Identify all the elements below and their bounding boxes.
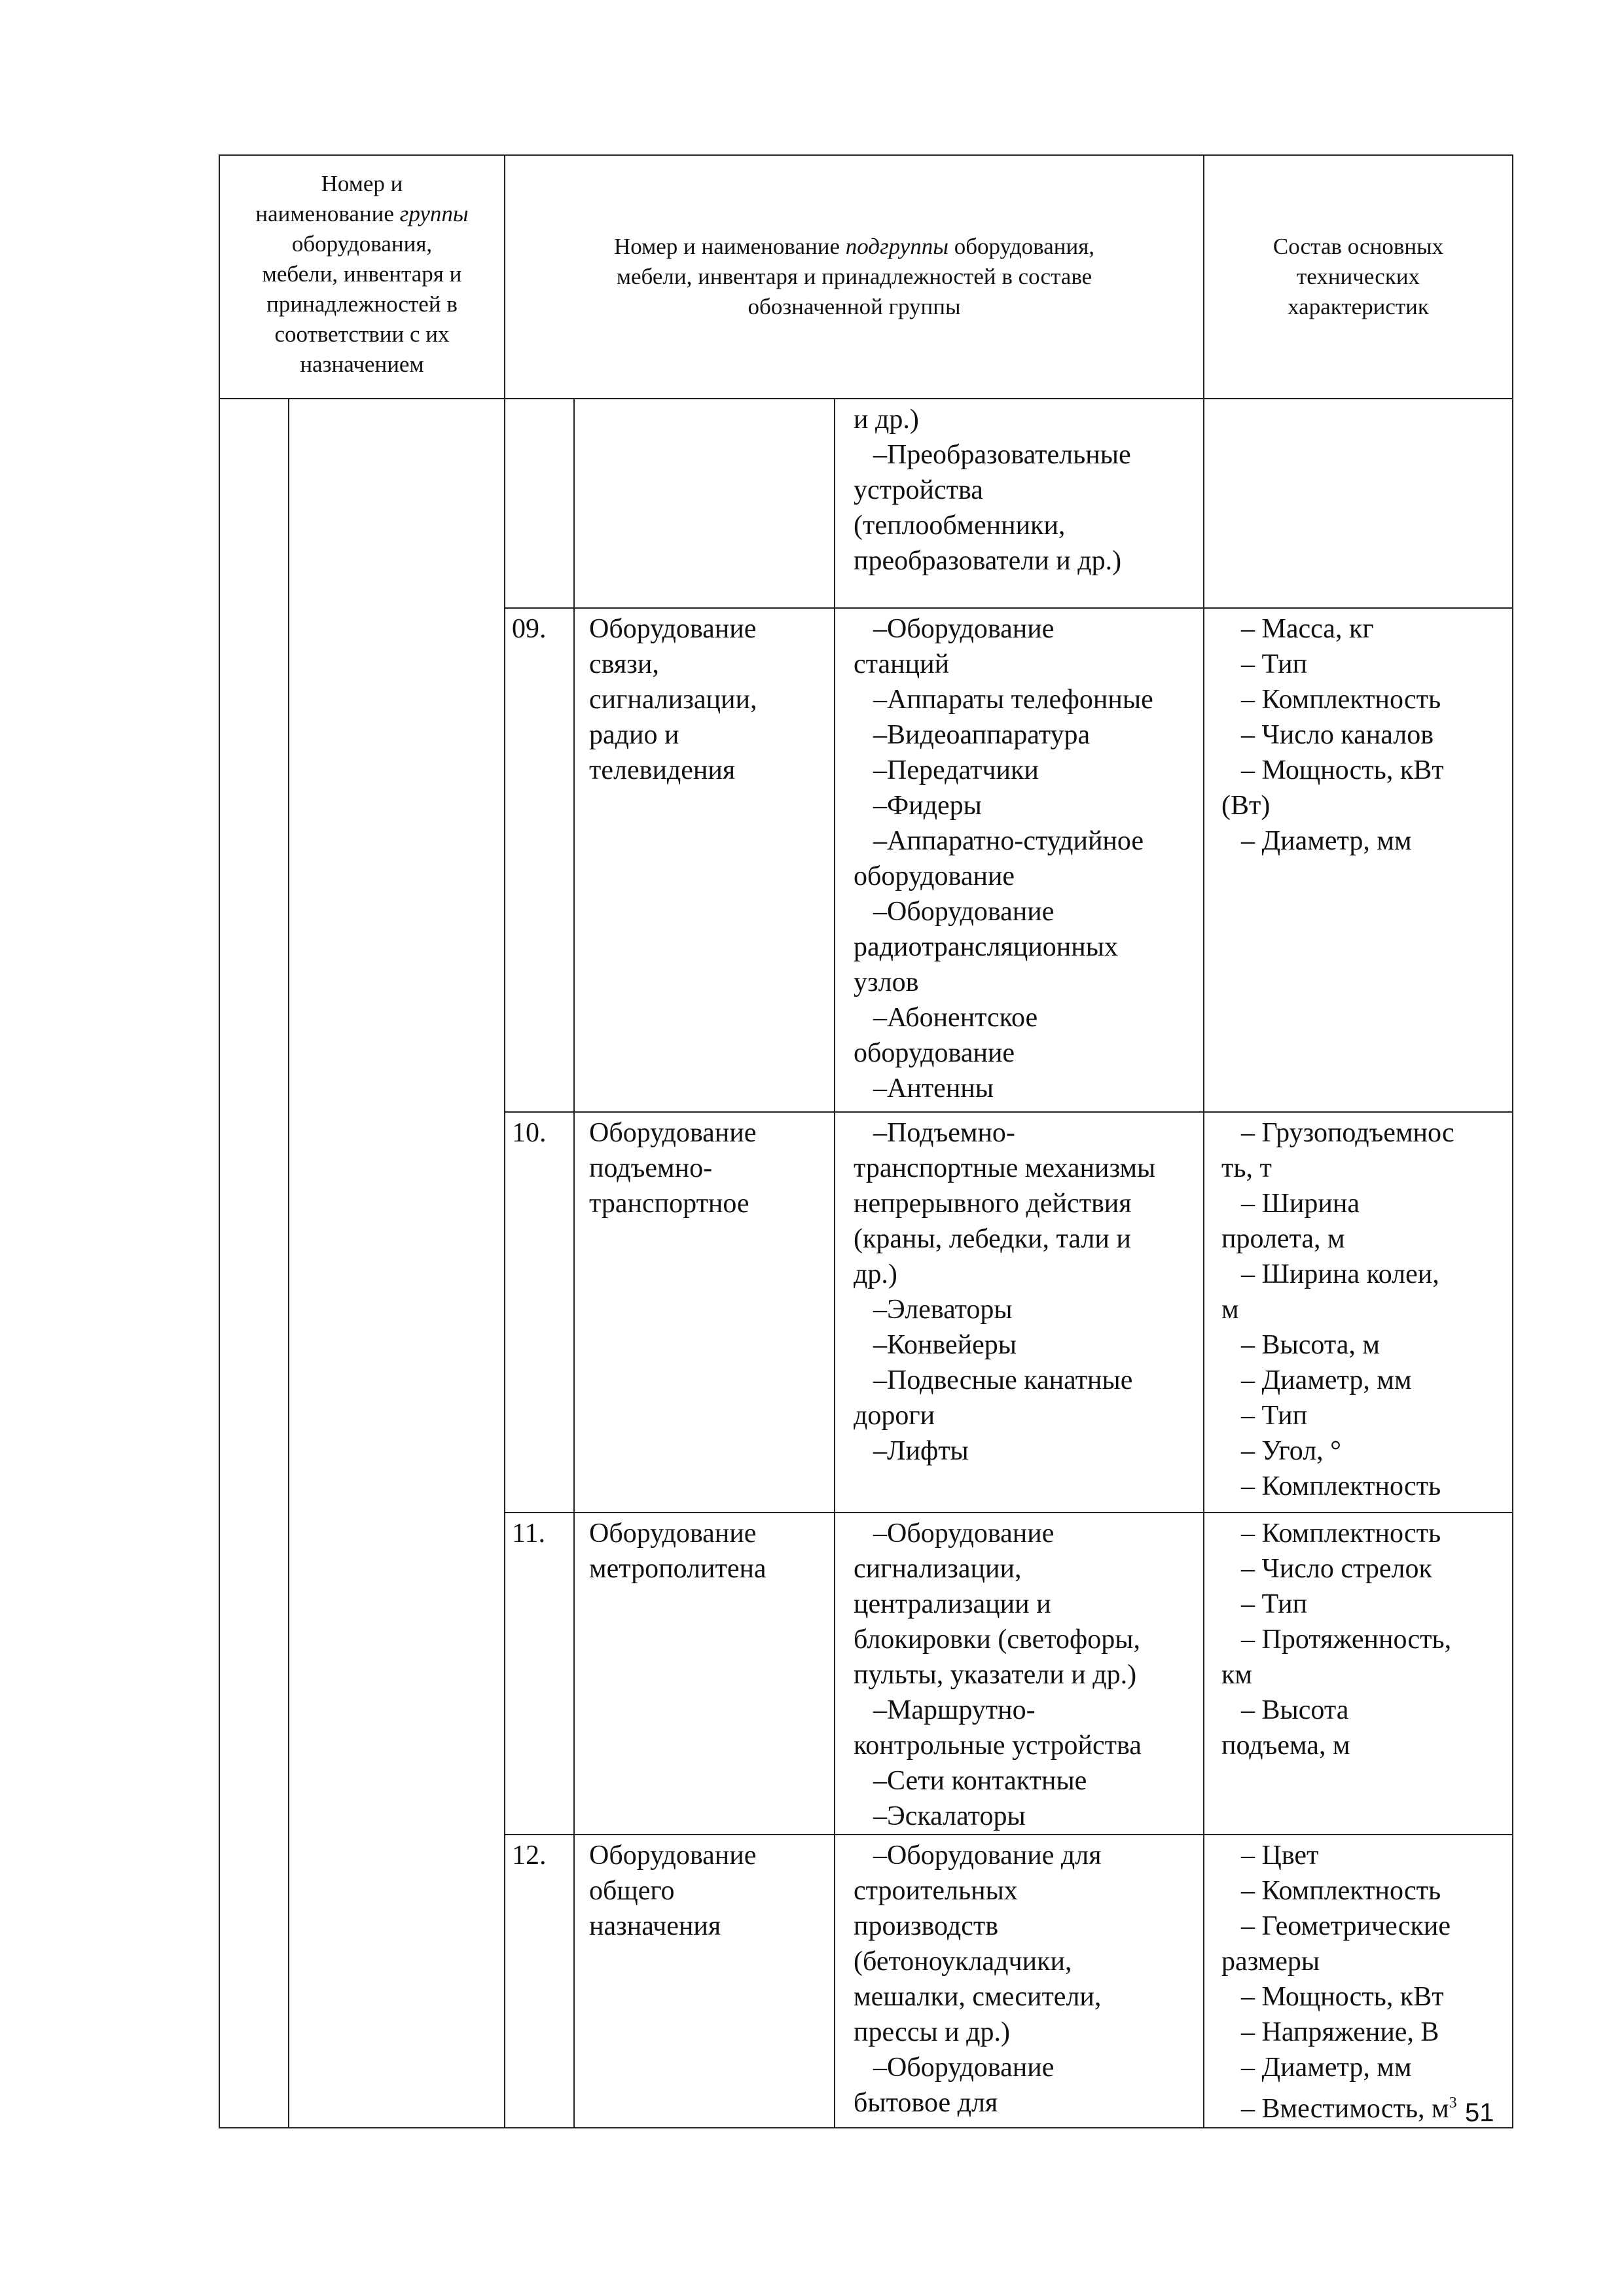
characteristic-line bbox=[1221, 1186, 1508, 1221]
header-subgroup-cell bbox=[505, 155, 1204, 399]
characteristic-line bbox=[1221, 2015, 1508, 2050]
characteristic-line bbox=[1221, 1433, 1508, 1469]
characteristic-text: – Комплектность bbox=[1241, 1471, 1441, 1501]
subgroup-item-line: преобразователи и др.) bbox=[854, 546, 1122, 576]
subgroup-item-line: оборудование bbox=[854, 1038, 1015, 1068]
subgroup-item-line: станций bbox=[854, 649, 950, 679]
subgroup-name-line: метрополитена bbox=[589, 1554, 767, 1584]
characteristic-line bbox=[1221, 1516, 1508, 1551]
subgroup-item-line: контрольные устройства bbox=[854, 1731, 1142, 1761]
subgroup-item-line: –Антенны bbox=[873, 1073, 994, 1103]
subgroup-item-line: прессы и др.) bbox=[854, 2017, 1011, 2047]
characteristic-line bbox=[1221, 1979, 1508, 2015]
characteristic-line bbox=[1221, 1873, 1508, 1909]
subgroup-name-line: Оборудование bbox=[589, 1518, 757, 1549]
characteristic-text: ть, т bbox=[1221, 1153, 1272, 1183]
characteristic-line bbox=[1221, 2050, 1508, 2085]
subgroup-item-line: –Лифты bbox=[873, 1436, 969, 1466]
subgroup-items-cell bbox=[835, 608, 1204, 1112]
characteristic-text: – Тип bbox=[1241, 1401, 1308, 1431]
subgroup-item-line: (теплообменники, bbox=[854, 511, 1066, 541]
characteristic-text: – Мощность, кВт bbox=[1241, 1982, 1444, 2012]
subgroup-name-line: Оборудование bbox=[589, 1840, 757, 1871]
characteristic-text: подъема, м bbox=[1221, 1731, 1350, 1761]
header-characteristics-line: технических bbox=[1296, 264, 1420, 289]
subgroup-name-line: Оборудование bbox=[589, 1118, 757, 1148]
subgroup-item-line: –Оборудование bbox=[873, 614, 1055, 644]
characteristic-text: – Комплектность bbox=[1241, 1876, 1441, 1906]
subgroup-item-line: транспортные механизмы bbox=[854, 1153, 1156, 1183]
characteristic-text: – Комплектность bbox=[1241, 685, 1441, 715]
page-number: 51 bbox=[1465, 2098, 1494, 2127]
subgroup-items-cell bbox=[835, 1513, 1204, 1835]
characteristic-line bbox=[1221, 1363, 1508, 1398]
subgroup-number-cell bbox=[505, 1112, 574, 1513]
characteristic-line bbox=[1221, 1944, 1508, 1979]
subgroup-item-line: –Оборудование bbox=[873, 1518, 1055, 1549]
characteristic-text: – Цвет bbox=[1241, 1840, 1319, 1871]
characteristic-text: – Комплектность bbox=[1241, 1518, 1441, 1549]
characteristic-line bbox=[1221, 788, 1508, 823]
header-characteristics-cell bbox=[1204, 155, 1513, 399]
subgroup-item-line: строительных bbox=[854, 1876, 1018, 1906]
subgroup-item-line: –Подвесные канатные bbox=[873, 1365, 1133, 1395]
subgroup-name-line: телевидения bbox=[589, 755, 736, 785]
characteristic-text: м bbox=[1221, 1295, 1239, 1325]
subgroup-items-cell bbox=[835, 1112, 1204, 1513]
characteristic-line bbox=[1221, 682, 1508, 717]
subgroup-name-line: Оборудование bbox=[589, 614, 757, 644]
subgroup-number-cell bbox=[505, 608, 574, 1112]
subgroup-item-line: оборудование bbox=[854, 861, 1015, 891]
subgroup-name-cell bbox=[574, 1513, 835, 1835]
characteristic-text: – Мощность, кВт bbox=[1241, 755, 1444, 785]
subgroup-name-cell bbox=[574, 608, 835, 1112]
subgroup-item-line: устройства bbox=[854, 475, 983, 505]
header-group-line: Номер и bbox=[321, 171, 403, 196]
table-row bbox=[219, 399, 1513, 608]
subgroup-name-line: радио и bbox=[589, 720, 679, 750]
characteristic-text: – Число каналов bbox=[1241, 720, 1434, 750]
subgroup-item-line: –Оборудование bbox=[873, 2053, 1055, 2083]
subgroup-item-line: дороги bbox=[854, 1401, 935, 1431]
subgroup-item-line: централизации и bbox=[854, 1589, 1051, 1619]
characteristic-line bbox=[1221, 1115, 1508, 1151]
subgroup-number: 12. bbox=[512, 1840, 547, 1871]
characteristic-text: – Диаметр, мм bbox=[1241, 1365, 1412, 1395]
characteristic-text: – Высота bbox=[1241, 1695, 1349, 1725]
subgroup-item-line: непрерывного действия bbox=[854, 1189, 1132, 1219]
characteristic-text: – Высота, м bbox=[1241, 1330, 1380, 1360]
subgroup-number-cell bbox=[505, 1513, 574, 1835]
subgroup-item-line: –Преобразовательные bbox=[873, 440, 1131, 470]
characteristic-text: размеры bbox=[1221, 1946, 1320, 1977]
subgroup-number: 10. bbox=[512, 1118, 547, 1148]
subgroup-item-line: блокировки (светофоры, bbox=[854, 1624, 1140, 1655]
characteristics-cell bbox=[1204, 399, 1513, 608]
characteristics-cell bbox=[1204, 608, 1513, 1112]
volume-superscript: 3 bbox=[1449, 2094, 1457, 2111]
subgroup-items-cell bbox=[835, 1835, 1204, 2128]
subgroup-item-line: мешалки, смесители, bbox=[854, 1982, 1102, 2012]
characteristic-text: – Грузоподъемнос bbox=[1241, 1118, 1454, 1148]
subgroup-name-line: сигнализации, bbox=[589, 685, 757, 715]
header-group-cell bbox=[219, 155, 505, 399]
subgroup-item-line: и др.) bbox=[854, 404, 919, 435]
characteristic-line bbox=[1221, 1551, 1508, 1587]
table-header-row bbox=[219, 155, 1513, 399]
subgroup-name-line: связи, bbox=[589, 649, 659, 679]
subgroup-item-line: –Видеоаппаратура bbox=[873, 720, 1091, 750]
header-subgroup-line: мебели, инвентаря и принадлежностей в составе bbox=[616, 264, 1092, 289]
subgroup-item-line: сигнализации, bbox=[854, 1554, 1022, 1584]
subgroup-item-line: –Элеваторы bbox=[873, 1295, 1013, 1325]
subgroup-item-line: –Подъемно- bbox=[873, 1118, 1015, 1148]
characteristics-cell bbox=[1204, 1112, 1513, 1513]
subgroup-item-line: производств bbox=[854, 1911, 999, 1941]
characteristic-line bbox=[1221, 1327, 1508, 1363]
subgroup-item-line: –Сети контактные bbox=[873, 1766, 1087, 1796]
characteristic-line bbox=[1221, 1469, 1508, 1504]
characteristic-text: – Число стрелок bbox=[1241, 1554, 1432, 1584]
characteristic-text: км bbox=[1221, 1660, 1252, 1690]
group-number-cell bbox=[219, 399, 289, 2128]
header-characteristics-line: Состав основных bbox=[1272, 234, 1444, 259]
subgroup-item-line: (краны, лебедки, тали и bbox=[854, 1224, 1131, 1254]
characteristic-line bbox=[1221, 1909, 1508, 1944]
subgroup-number-cell bbox=[505, 399, 574, 608]
characteristic-text: – Диаметр, мм bbox=[1241, 826, 1412, 856]
subgroup-item-line: –Оборудование bbox=[873, 897, 1055, 927]
header-group-line: мебели, инвентаря и bbox=[262, 261, 462, 287]
subgroup-item-line: (бетоноукладчики, bbox=[854, 1946, 1072, 1977]
subgroup-item-line: –Абонентское bbox=[873, 1003, 1038, 1033]
characteristic-line bbox=[1221, 1622, 1508, 1657]
subgroup-number-cell bbox=[505, 1835, 574, 2128]
subgroup-number: 11. bbox=[512, 1518, 545, 1549]
subgroup-item-line: –Оборудование для bbox=[873, 1840, 1102, 1871]
characteristic-line bbox=[1221, 823, 1508, 859]
characteristic-text: – Тип bbox=[1241, 649, 1308, 679]
characteristic-line bbox=[1221, 1151, 1508, 1186]
subgroup-name-line: общего bbox=[589, 1876, 675, 1906]
subgroup-item-line: –Фидеры bbox=[873, 791, 982, 821]
header-subgroup-line: обозначенной группы bbox=[748, 294, 961, 319]
characteristic-text: – Напряжение, В bbox=[1241, 2017, 1439, 2047]
subgroup-items-cell bbox=[835, 399, 1204, 608]
characteristic-text: пролета, м bbox=[1221, 1224, 1345, 1254]
characteristic-line bbox=[1221, 1693, 1508, 1728]
group-name-cell bbox=[289, 399, 505, 2128]
header-group-line: соответствии с их bbox=[274, 321, 450, 347]
header-group-line: назначением bbox=[300, 351, 424, 377]
characteristic-text: – Тип bbox=[1241, 1589, 1308, 1619]
characteristic-text: – Протяженность, bbox=[1241, 1624, 1452, 1655]
header-group-line: оборудования, bbox=[291, 231, 433, 257]
subgroup-item-line: –Передатчики bbox=[873, 755, 1039, 785]
subgroup-item-line: –Аппараты телефонные bbox=[873, 685, 1153, 715]
characteristic-line bbox=[1221, 1838, 1508, 1873]
subgroup-name-cell bbox=[574, 399, 835, 608]
subgroup-name-line: подъемно- bbox=[589, 1153, 713, 1183]
header-characteristics-line: характеристик bbox=[1288, 294, 1429, 319]
characteristic-line bbox=[1221, 1398, 1508, 1433]
subgroup-name-cell bbox=[574, 1835, 835, 2128]
subgroup-item-line: пульты, указатели и др.) bbox=[854, 1660, 1137, 1690]
characteristic-line bbox=[1221, 611, 1508, 647]
characteristic-line bbox=[1221, 1587, 1508, 1622]
characteristic-text: – Угол, ° bbox=[1241, 1436, 1341, 1466]
header-subgroup-line: Номер и наименование подгруппы оборудования, bbox=[613, 234, 1095, 259]
subgroup-item-line: бытовое для bbox=[854, 2088, 998, 2118]
characteristic-text: – Геометрические bbox=[1241, 1911, 1451, 1941]
subgroup-item-line: др.) bbox=[854, 1259, 897, 1289]
subgroup-item-line: –Эскалаторы bbox=[873, 1801, 1026, 1831]
subgroup-item-line: –Конвейеры bbox=[873, 1330, 1017, 1360]
subgroup-name-line: транспортное bbox=[589, 1189, 749, 1219]
characteristic-text: (Вт) bbox=[1221, 791, 1271, 821]
characteristic-line bbox=[1221, 753, 1508, 788]
header-group-line: принадлежностей в bbox=[266, 291, 458, 317]
characteristic-line bbox=[1221, 1221, 1508, 1257]
characteristic-text: – Вместимость, м bbox=[1241, 2094, 1449, 2124]
characteristic-line bbox=[1221, 717, 1508, 753]
subgroup-item-line: –Аппаратно-студийное bbox=[873, 826, 1144, 856]
characteristic-line bbox=[1221, 647, 1508, 682]
characteristic-line bbox=[1221, 1657, 1508, 1693]
characteristic-text: – Ширина bbox=[1241, 1189, 1360, 1219]
subgroup-name-cell bbox=[574, 1112, 835, 1513]
subgroup-name-line: назначения bbox=[589, 1911, 721, 1941]
subgroup-item-line: радиотрансляционных bbox=[854, 932, 1118, 962]
classification-table bbox=[219, 154, 1513, 2128]
characteristic-line bbox=[1221, 1292, 1508, 1327]
characteristic-text: – Масса, кг bbox=[1241, 614, 1374, 644]
header-group-line: наименование группы bbox=[255, 201, 469, 226]
characteristics-cell bbox=[1204, 1835, 1513, 2128]
characteristic-line bbox=[1221, 1257, 1508, 1292]
characteristic-text: – Ширина колеи, bbox=[1241, 1259, 1439, 1289]
characteristics-cell bbox=[1204, 1513, 1513, 1835]
characteristic-line bbox=[1221, 1728, 1508, 1763]
subgroup-item-line: –Маршрутно- bbox=[873, 1695, 1036, 1725]
subgroup-item-line: узлов bbox=[854, 967, 919, 997]
characteristic-text: – Диаметр, мм bbox=[1241, 2053, 1412, 2083]
subgroup-number: 09. bbox=[512, 614, 547, 644]
